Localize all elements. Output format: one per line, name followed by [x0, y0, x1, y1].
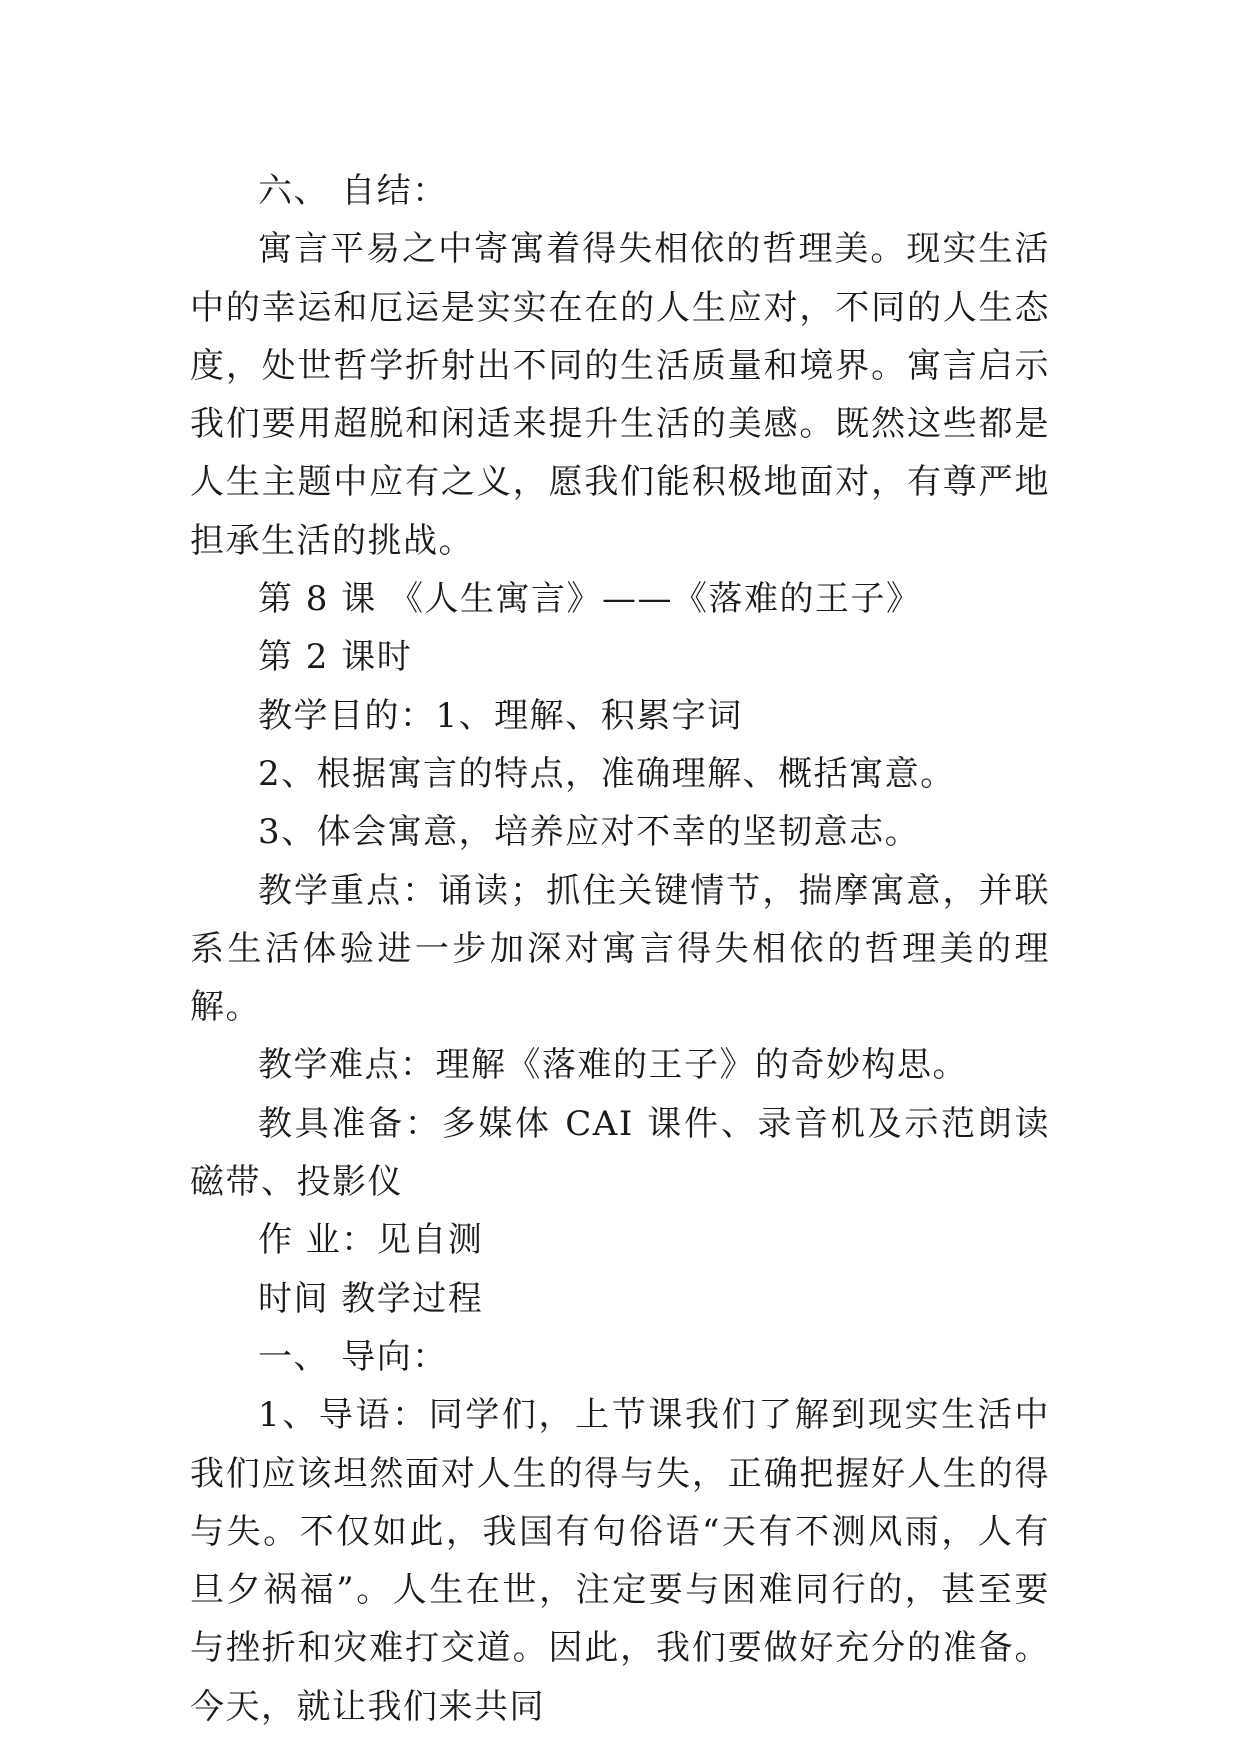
lesson-period: 第 2 课时 [258, 637, 413, 678]
section-one-heading: 一、 导向： [258, 1336, 448, 1377]
teaching-objective-2: 2、根据寓言的特点，准确理解、概括寓意。 [258, 753, 956, 794]
teaching-objective-1: 教学目的：1、理解、积累字词 [258, 695, 743, 736]
teaching-difficulties: 教学难点：理解《落难的王子》的奇妙构思。 [258, 1045, 968, 1086]
teaching-objective-3: 3、体会寓意，培养应对不幸的坚韧意志。 [258, 812, 921, 853]
introduction-paragraph: 1、导语：同学们，上节课我们了解到现实生活中我们应该坦然面对人生的得与失，正确把握好人生的得与失。不仅如此，我国有句俗语“天有不测风雨，人有旦夕祸福”。人生在世，注定要与困难同行的，甚至要与挫折和灾难打交道。因此，我们要做好充分的准备。今天，就让我们来共同 [190, 1395, 1050, 1727]
section-six-heading: 六、 自结： [258, 171, 448, 211]
teaching-key-points: 教学重点：诵读；抓住关键情节，揣摩寓意，并联系生活体验进一步加深对寓言得失相依的哲理美的理解。 [190, 870, 1050, 1028]
document-body [190, 162, 1050, 1736]
teaching-aids: 教具准备：多媒体 CAI 课件、录音机及示范朗读磁带、投影仪 [190, 1103, 1050, 1203]
lesson-title: 第 8 课 《人生寓言》——《落难的王子》 [258, 579, 922, 620]
summary-paragraph: 寓言平易之中寄寓着得失相依的哲理美。现实生活中的幸运和厄运是实实在在的人生应对，不同的人生态度，处世哲学折射出不同的生活质量和境界。寓言启示我们要用超脱和闲适来提升生活的美感。既然这些都是人生主题中应有之义，愿我们能积极地面对，有尊严地担承生活的挑战。 [190, 229, 1050, 561]
homework: 作 业：见自测 [258, 1220, 484, 1261]
process-header: 时间 教学过程 [258, 1278, 484, 1319]
